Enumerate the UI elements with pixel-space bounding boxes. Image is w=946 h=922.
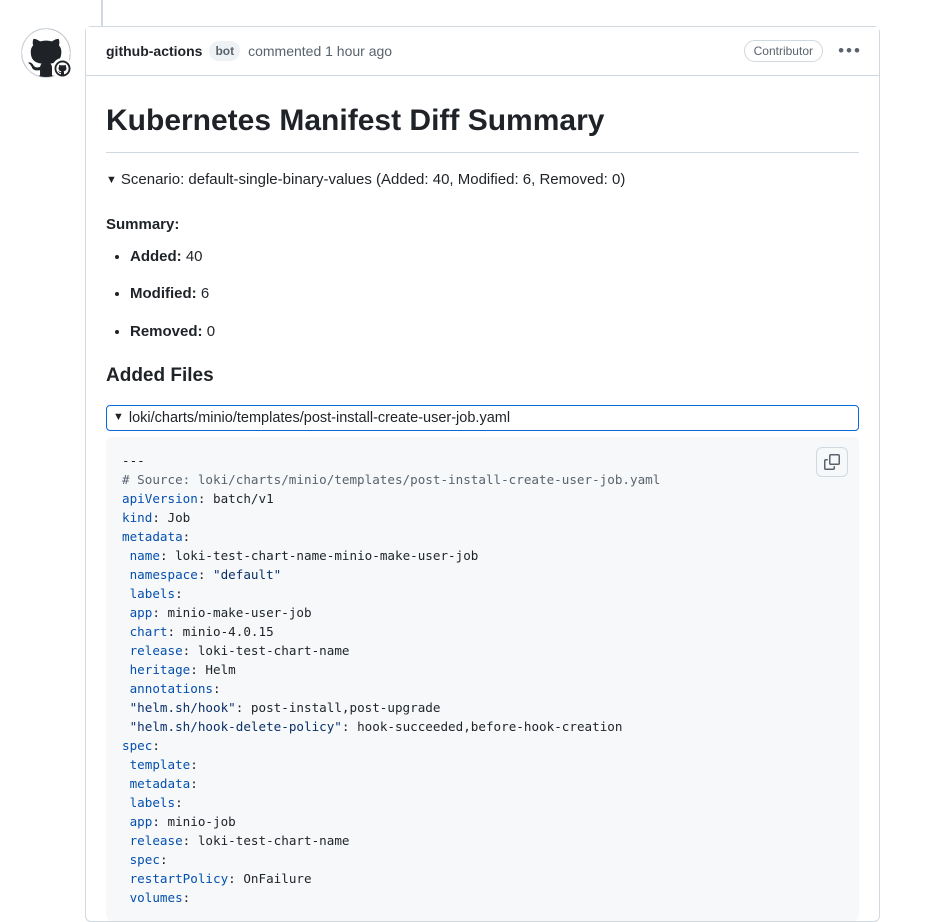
list-item xyxy=(130,322,859,342)
summary-heading: Summary: xyxy=(106,215,180,233)
code-line: app: minio-job xyxy=(129,814,236,829)
summary-item-label: Modified: xyxy=(130,285,197,302)
scenario-label: Scenario: default-single-binary-values (Added: 40, Modified: 6, Removed: 0) xyxy=(120,170,626,188)
code-block xyxy=(106,437,859,921)
code-line: labels: xyxy=(129,795,183,810)
comment-author[interactable]: github-actions xyxy=(106,43,203,59)
manifest-code xyxy=(122,451,843,907)
comment-body xyxy=(86,76,879,921)
summary-item-value: 0 xyxy=(206,322,216,340)
list-item xyxy=(130,284,859,304)
bot-avatar-badge-icon xyxy=(52,58,73,79)
code-line: labels: xyxy=(129,586,183,601)
file-name: loki/charts/minio/templates/post-install-create-user-job.yaml xyxy=(128,410,511,426)
code-line: --- xyxy=(122,453,145,468)
summary-list xyxy=(106,247,859,342)
summary-item-value: 40 xyxy=(185,247,203,265)
code-line: apiVersion: batch/v1 xyxy=(122,491,274,506)
code-line: restartPolicy: OnFailure xyxy=(129,871,312,886)
bot-badge: bot xyxy=(209,41,240,61)
page-title: Kubernetes Manifest Diff Summary xyxy=(106,102,859,153)
code-line: "helm.sh/hook-delete-policy": hook-succeeded,before-hook-creation xyxy=(129,719,623,734)
copy-icon[interactable] xyxy=(816,447,848,477)
scenario-disclosure[interactable] xyxy=(106,171,859,188)
code-line: kind: Job xyxy=(122,510,191,525)
code-line: spec: xyxy=(129,852,168,867)
code-line: spec: xyxy=(122,738,160,753)
code-line: release: loki-test-chart-name xyxy=(129,643,350,658)
code-line: namespace: "default" xyxy=(129,567,282,582)
triangle-down-icon: ▼ xyxy=(106,173,117,186)
thread-connector-line xyxy=(101,0,103,26)
summary-item-label: Added: xyxy=(130,247,182,265)
code-line: metadata: xyxy=(129,776,198,791)
code-line: "helm.sh/hook": post-install,post-upgrade xyxy=(129,700,441,715)
code-line: app: minio-make-user-job xyxy=(129,605,312,620)
code-line: heritage: Helm xyxy=(129,662,236,677)
added-files-heading: Added Files xyxy=(106,365,214,386)
comment-card xyxy=(85,26,880,922)
summary-item-value: 6 xyxy=(200,285,210,302)
more-options-icon[interactable]: ••• xyxy=(838,41,862,60)
comment-timestamp: commented 1 hour ago xyxy=(248,43,393,59)
code-line: metadata: xyxy=(122,529,191,544)
contributor-badge: Contributor xyxy=(744,40,823,62)
code-line: release: loki-test-chart-name xyxy=(129,833,350,848)
comment-header xyxy=(86,27,879,76)
code-line: annotations: xyxy=(129,681,221,696)
summary-item-label: Removed: xyxy=(130,322,203,340)
triangle-down-icon: ▼ xyxy=(113,411,124,423)
code-line: template: xyxy=(129,757,198,772)
code-line: chart: minio-4.0.15 xyxy=(129,624,274,639)
code-line: volumes: xyxy=(129,890,191,905)
code-line: name: loki-test-chart-name-minio-make-user-job xyxy=(129,548,479,563)
list-item xyxy=(130,247,859,267)
file-disclosure-summary[interactable] xyxy=(107,406,858,430)
code-line: # Source: loki/charts/minio/templates/post-install-create-user-job.yaml xyxy=(122,472,661,487)
file-disclosure[interactable] xyxy=(106,405,859,431)
